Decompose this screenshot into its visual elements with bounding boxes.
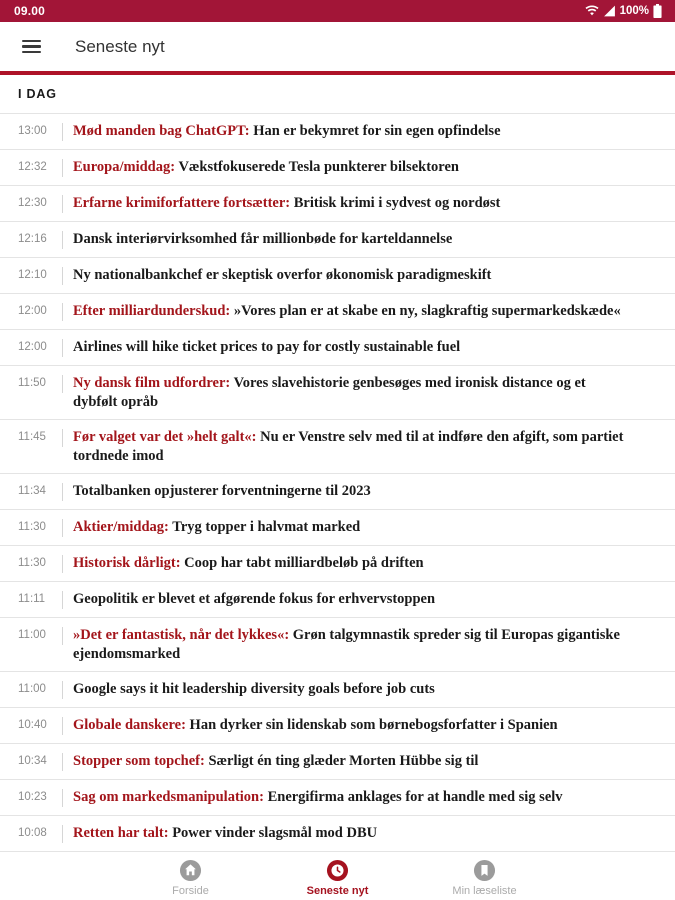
time-text-divider: [62, 591, 63, 609]
news-item-time: 12:32: [18, 161, 47, 173]
status-bar: [0, 0, 675, 22]
news-item-time: 10:34: [18, 755, 47, 767]
news-item-time: 10:40: [18, 719, 47, 731]
news-item-prefix: Globale danskere:: [73, 717, 190, 733]
news-item-time: 11:00: [18, 629, 46, 641]
news-item-prefix: Retten har talt:: [73, 825, 173, 841]
news-item-headline: Sag om markedsmanipulation: Energifirma anklages for at handle med sig selv: [73, 789, 563, 805]
news-item-time: 11:34: [18, 485, 46, 497]
news-item[interactable]: [0, 420, 675, 474]
news-item-headline: »Det er fantastisk, når det lykkes«: Grøn talgymnastik spreder sig til Europas gigantiske ejendomsmarked: [73, 627, 620, 662]
news-item-headline: Ny nationalbankchef er skeptisk overfor økonomisk paradigmeskift: [73, 267, 492, 283]
news-item[interactable]: [0, 222, 675, 258]
news-item-time: 13:00: [18, 125, 47, 137]
time-text-divider: [62, 123, 63, 141]
news-item-prefix: Efter milliardunderskud:: [73, 303, 234, 319]
news-item-headline: Før valget var det »helt galt«: Nu er Venstre selv med til at indføre den afgift, som partiet tordnede imod: [73, 429, 624, 464]
news-item[interactable]: [0, 186, 675, 222]
news-item-time: 11:00: [18, 683, 46, 695]
time-text-divider: [62, 195, 63, 213]
news-item-headline: Efter milliardunderskud: »Vores plan er at skabe en ny, slagkraftig supermarkedskæde«: [73, 303, 621, 319]
news-item[interactable]: [0, 294, 675, 330]
status-time: 09.00: [14, 4, 46, 18]
news-item-headline: Airlines will hike ticket prices to pay for costly sustainable fuel: [73, 339, 461, 355]
time-text-divider: [62, 303, 63, 321]
news-item[interactable]: [0, 366, 675, 420]
news-item-headline: Mød manden bag ChatGPT: Han er bekymret for sin egen opfindelse: [73, 123, 501, 139]
news-item-headline: Dansk interiørvirksomhed får millionbøde for karteldannelse: [73, 231, 453, 247]
time-text-divider: [62, 717, 63, 735]
battery-percent: 100%: [619, 5, 649, 17]
news-list: [0, 114, 675, 852]
news-item-headline: Globale danskere: Han dyrker sin lidenskab som børnebogsforfatter i Spanien: [73, 717, 558, 733]
news-item[interactable]: [0, 258, 675, 294]
tab-forside[interactable]: [117, 857, 264, 897]
news-item-headline: Google says it hit leadership diversity goals before job cuts: [73, 681, 435, 697]
news-item[interactable]: [0, 744, 675, 780]
news-item-time: 11:50: [18, 377, 46, 389]
news-item-time: 12:30: [18, 197, 47, 209]
news-item-headline: Europa/middag: Vækstfokuserede Tesla punkterer bilsektoren: [73, 159, 459, 175]
clock-icon: [326, 859, 349, 882]
app-header: [0, 22, 675, 71]
news-item-headline: Historisk dårligt: Coop har tabt milliardbeløb på driften: [73, 555, 424, 571]
news-item-time: 10:23: [18, 791, 47, 803]
time-text-divider: [62, 627, 63, 645]
news-item-time: 11:30: [18, 521, 46, 533]
news-item-headline: Stopper som topchef: Særligt én ting glæder Morten Hübbe sig til: [73, 753, 479, 769]
time-text-divider: [62, 555, 63, 573]
news-item-time: 12:10: [18, 269, 47, 281]
time-text-divider: [62, 267, 63, 285]
time-text-divider: [62, 519, 63, 537]
news-item-prefix: Aktier/middag:: [73, 519, 173, 535]
news-item[interactable]: [0, 150, 675, 186]
time-text-divider: [62, 429, 63, 447]
news-item-prefix: Sag om markedsmanipulation:: [73, 789, 268, 805]
home-icon: [179, 859, 202, 882]
news-item[interactable]: [0, 330, 675, 366]
news-item[interactable]: [0, 114, 675, 150]
news-item-time: 10:08: [18, 827, 47, 839]
time-text-divider: [62, 375, 63, 393]
bookmark-icon: [473, 859, 496, 882]
tab-label: Forside: [172, 885, 209, 897]
news-item-prefix: Mød manden bag ChatGPT:: [73, 123, 254, 139]
battery-icon: [653, 4, 662, 18]
news-item[interactable]: [0, 780, 675, 816]
news-item-time: 12:16: [18, 233, 47, 245]
tab-label: Seneste nyt: [306, 885, 369, 897]
news-item-time: 12:00: [18, 305, 47, 317]
news-item[interactable]: [0, 582, 675, 618]
section-header: I DAG: [0, 75, 675, 114]
time-text-divider: [62, 231, 63, 249]
tab-label: Min læseliste: [452, 885, 517, 897]
tab-min-laeseliste[interactable]: [411, 857, 558, 897]
news-item[interactable]: [0, 546, 675, 582]
news-item-time: 11:45: [18, 431, 46, 443]
news-item-prefix: Europa/middag:: [73, 159, 179, 175]
time-text-divider: [62, 339, 63, 357]
news-item-time: 11:30: [18, 557, 46, 569]
time-text-divider: [62, 825, 63, 843]
news-item-headline: Aktier/middag: Tryg topper i halvmat marked: [73, 519, 361, 535]
news-item-headline: Retten har talt: Power vinder slagsmål mod DBU: [73, 825, 378, 841]
news-item-headline: Erfarne krimiforfattere fortsætter: Britisk krimi i sydvest og nordøst: [73, 195, 501, 211]
news-item[interactable]: [0, 816, 675, 852]
tab-seneste-nyt[interactable]: [264, 857, 411, 897]
news-item-headline: Geopolitik er blevet et afgørende fokus for erhvervstoppen: [73, 591, 436, 607]
news-item-headline: Ny dansk film udfordrer: Vores slavehistorie genbesøges med ironisk distance og et dybfølt opråb: [73, 375, 586, 410]
news-item-prefix: »Det er fantastisk, når det lykkes«:: [73, 627, 293, 643]
news-item-prefix: Stopper som topchef:: [73, 753, 209, 769]
news-item-time: 11:11: [18, 593, 46, 605]
tab-bar: [0, 854, 675, 900]
news-item-headline: Totalbanken opjusterer forventningerne til 2023: [73, 483, 371, 499]
time-text-divider: [62, 483, 63, 501]
cellular-signal-icon: [603, 5, 616, 17]
news-item[interactable]: [0, 708, 675, 744]
news-item[interactable]: [0, 672, 675, 708]
news-item-prefix: Historisk dårligt:: [73, 555, 185, 571]
hamburger-menu-icon[interactable]: [22, 40, 41, 54]
time-text-divider: [62, 159, 63, 177]
wifi-icon: [585, 5, 599, 17]
time-text-divider: [62, 753, 63, 771]
news-item[interactable]: [0, 474, 675, 510]
page-title: Seneste nyt: [75, 36, 165, 56]
status-icons: [585, 4, 662, 18]
news-item-prefix: Erfarne krimiforfattere fortsætter:: [73, 195, 294, 211]
news-item-prefix: Før valget var det »helt galt«:: [73, 429, 261, 445]
news-item[interactable]: [0, 510, 675, 546]
time-text-divider: [62, 789, 63, 807]
news-item-time: 12:00: [18, 341, 47, 353]
news-item-prefix: Ny dansk film udfordrer:: [73, 375, 234, 391]
time-text-divider: [62, 681, 63, 699]
news-item[interactable]: [0, 618, 675, 672]
